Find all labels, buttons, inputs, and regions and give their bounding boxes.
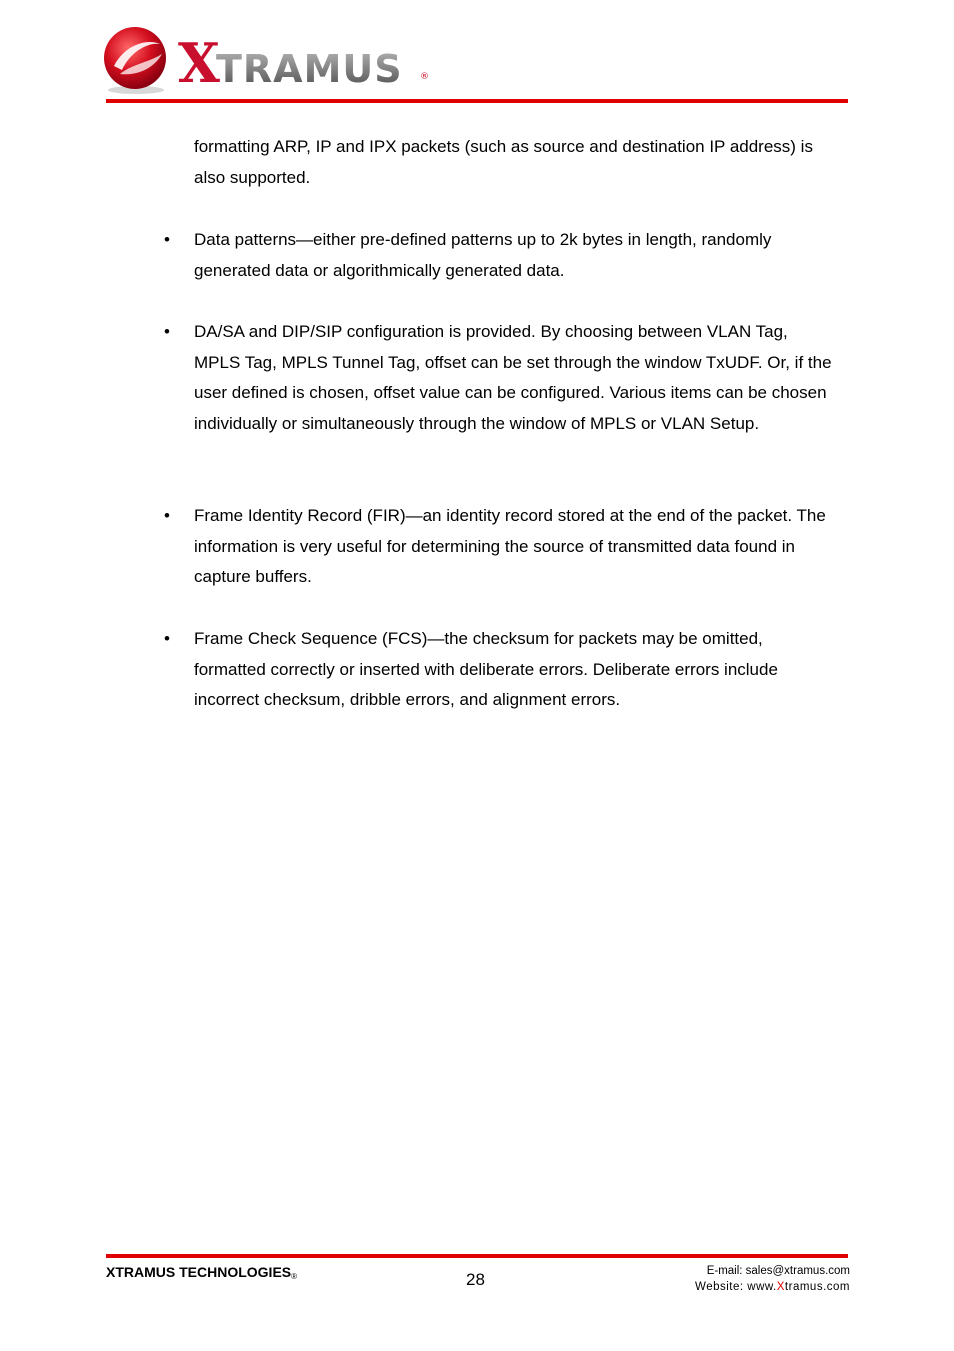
bullet-marker: • — [164, 322, 170, 341]
bullet-item-dasa-config: DA/SA and DIP/SIP configuration is provided. By choosing between VLAN Tag, MPLS Tag, MPLS Tunnel Tag, offset can be set through the window TxUDF. Or, if the user defined is chosen, offset value can be configured. Various items can be chosen individually or simultaneously through the window of MPLS or VLAN Setup. — [194, 322, 832, 433]
bullet-item-fir: Frame Identity Record (FIR)—an identity record stored at the end of the packet. The information is very useful for determining the source of transmitted data found in capture buffers. — [194, 506, 826, 586]
footer-company-name — [106, 1264, 297, 1281]
bullet-marker: • — [164, 629, 170, 648]
website-prefix: Website: www. — [695, 1281, 777, 1293]
footer-website — [695, 1281, 850, 1293]
company-registered-mark: ® — [291, 1272, 298, 1281]
footer-divider — [106, 1254, 848, 1258]
logo-registered-mark: ® — [420, 72, 429, 82]
logo-wordmark: TRAMUS — [216, 47, 403, 91]
bullet-marker: • — [164, 230, 170, 249]
bullet-item-fcs: Frame Check Sequence (FCS)—the checksum for packets may be omitted, formatted correctly or inserted with deliberate errors. Deliberate errors include incorrect checksum, dribble errors, and alignment errors. — [194, 629, 778, 709]
website-suffix: tramus.com — [784, 1281, 850, 1293]
header-divider — [106, 99, 848, 103]
company-name-text: XTRAMUS TECHNOLOGIES — [106, 1264, 292, 1280]
continuation-paragraph: formatting ARP, IP and IPX packets (such as source and destination IP address) is also supported. — [194, 137, 813, 187]
footer-email: E-mail: sales@xtramus.com — [706, 1265, 850, 1277]
website-x-letter: X — [776, 1281, 785, 1293]
bullet-marker: • — [164, 506, 170, 525]
bullet-item-data-patterns: Data patterns—either pre-defined patterns up to 2k bytes in length, randomly generated data or algorithmically generated data. — [194, 230, 772, 280]
xtramus-logo — [102, 24, 432, 96]
page-number: 28 — [466, 1270, 485, 1289]
logo-x-letter: X — [178, 31, 220, 95]
